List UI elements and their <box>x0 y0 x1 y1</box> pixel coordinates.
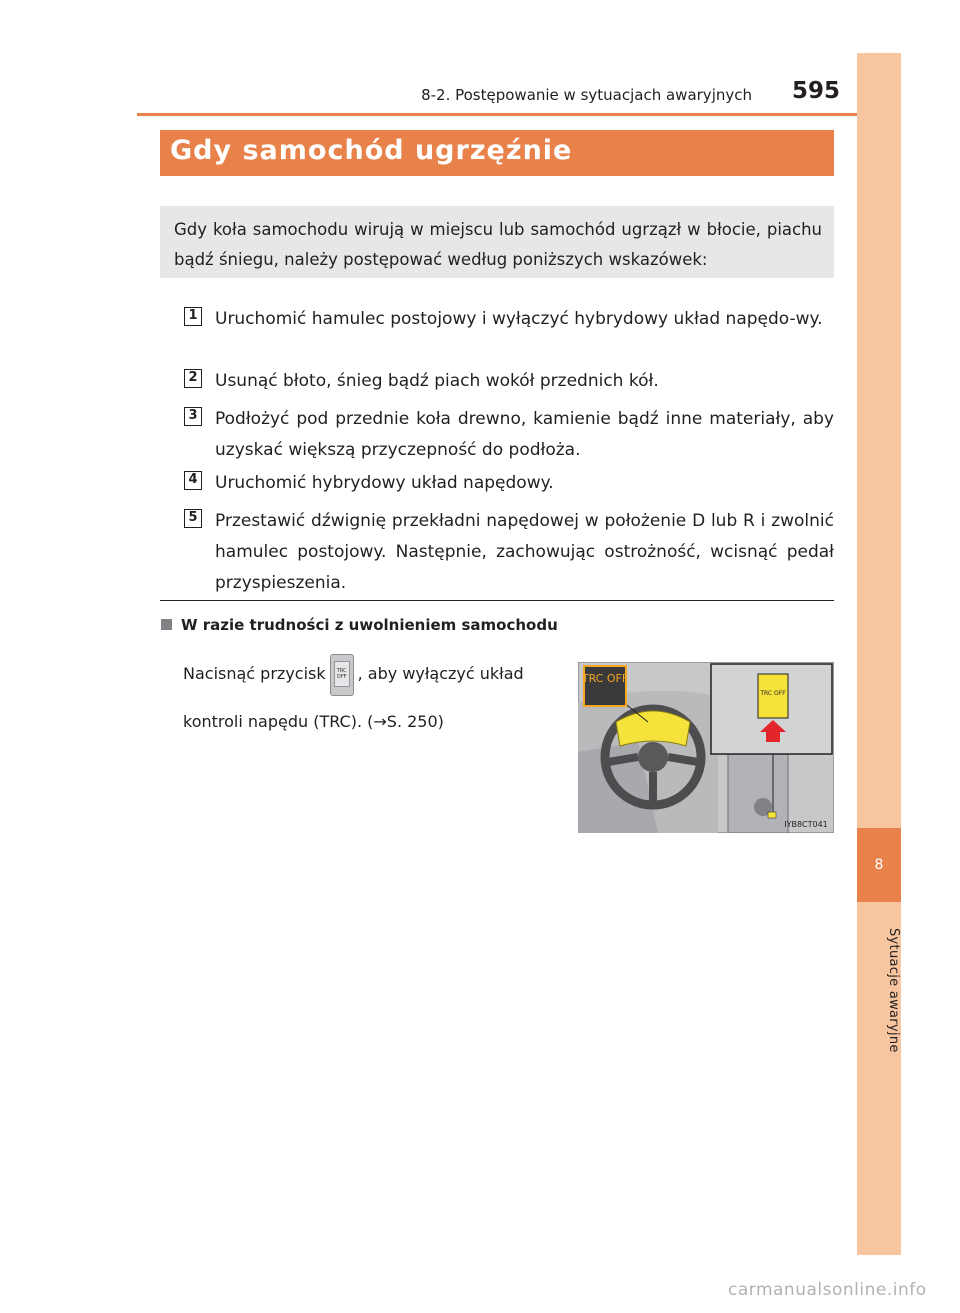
page-header <box>160 78 840 108</box>
watermark: carmanualsonline.info <box>728 1280 927 1300</box>
illustration-code: IYB8CT041 <box>784 820 828 829</box>
subsection-heading <box>161 616 558 634</box>
side-tab-chapter-number: 8 <box>857 828 901 902</box>
square-bullet-icon <box>161 619 172 630</box>
step-text: Usunąć błoto, śnieg bądź piach wokół przednich kół. <box>215 371 659 391</box>
section-divider <box>160 600 834 601</box>
arrow-icon: → <box>373 712 387 731</box>
step-text: Podłożyć pod przednie koła drewno, kamienie bądź inne materiały, aby uzyskać większą przyczepność do podłoża. <box>215 409 834 460</box>
step-item <box>184 366 834 397</box>
illustration-indicator-top: TRC OFF <box>581 672 629 685</box>
page-number: 595 <box>791 78 840 104</box>
dashboard-illustration <box>578 662 834 833</box>
step-text: Uruchomić hamulec postojowy i wyłączyć hybrydowy układ napędo-wy. <box>215 309 823 329</box>
step-number: 5 <box>184 509 202 528</box>
step-number: 2 <box>184 369 202 388</box>
trc-off-button-face: TRC OFF <box>334 661 350 687</box>
step-text: Przestawić dźwignię przekładni napędowej w położenie D lub R i zwolnić hamulec postojowy. Następnie, zachowując ostrożność, wcisnąć pedał przyspieszenia. <box>215 511 834 593</box>
subsection-heading-text: W razie trudności z uwolnieniem samochodu <box>181 616 558 634</box>
illustration-button-label: TRC OFF <box>760 690 786 697</box>
trc-off-button-icon <box>330 654 354 696</box>
step-number: 3 <box>184 407 202 426</box>
subsection-text <box>183 650 563 746</box>
note-text-before: Nacisnąć przycisk <box>183 664 326 683</box>
step-number: 4 <box>184 471 202 490</box>
page-reference-link[interactable]: S. 250 <box>386 712 438 731</box>
step-item <box>184 304 834 335</box>
step-item <box>184 404 834 466</box>
note-text-after: , aby wyłączyć układ kontroli napędu (TRC). ( <box>183 664 524 731</box>
note-text-closing: ) <box>437 712 444 731</box>
header-section-title: 8-2. Postępowanie w sytuacjach awaryjnych <box>421 86 752 104</box>
intro-text: Gdy koła samochodu wirują w miejscu lub samochód ugrzązł w błocie, piachu bądź śniegu, należy postępować według poniższych wskazówek: <box>174 220 822 269</box>
dashboard-drawing <box>578 662 834 833</box>
step-number: 1 <box>184 307 202 326</box>
page-title: Gdy samochód ugrzęźnie <box>170 135 573 166</box>
side-tab-chapter-label: Sytuacje awaryjne <box>886 927 901 1053</box>
step-text: Uruchomić hybrydowy układ napędowy. <box>215 473 554 493</box>
step-item <box>184 506 834 599</box>
header-rule <box>137 113 857 116</box>
step-item <box>184 468 834 499</box>
intro-box <box>160 206 834 278</box>
title-bar <box>160 130 834 176</box>
